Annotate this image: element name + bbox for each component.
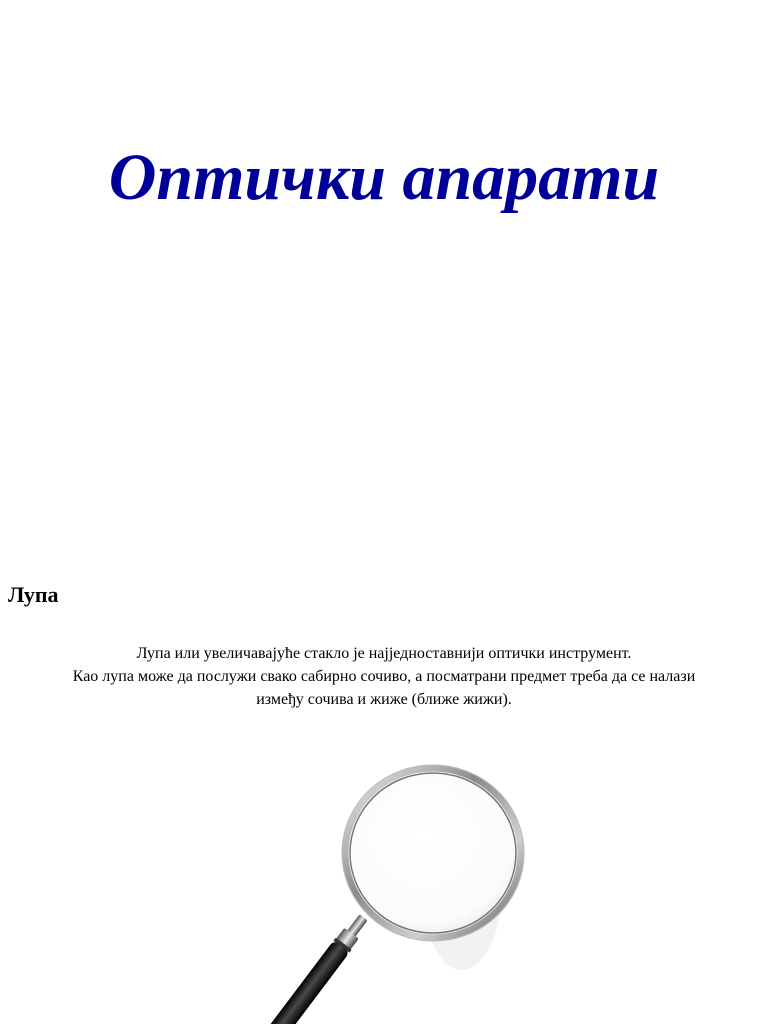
paragraph-line: између сочива и жиже (ближе жижи). (256, 691, 512, 708)
section-paragraph (0, 642, 768, 711)
section-heading: Лупа (8, 582, 59, 607)
page-title: Оптички апарати (108, 141, 660, 214)
paragraph-line: Као лупа може да послужи свако сабирно сочиво, а посматрани предмет треба да се налази (72, 668, 696, 685)
handle-grip (250, 940, 350, 1024)
paragraph-line: Лупа или увеличавајуће стакло је најједноставнији оптички инструмент. (136, 645, 632, 662)
magnifying-glass-icon (240, 760, 540, 1024)
